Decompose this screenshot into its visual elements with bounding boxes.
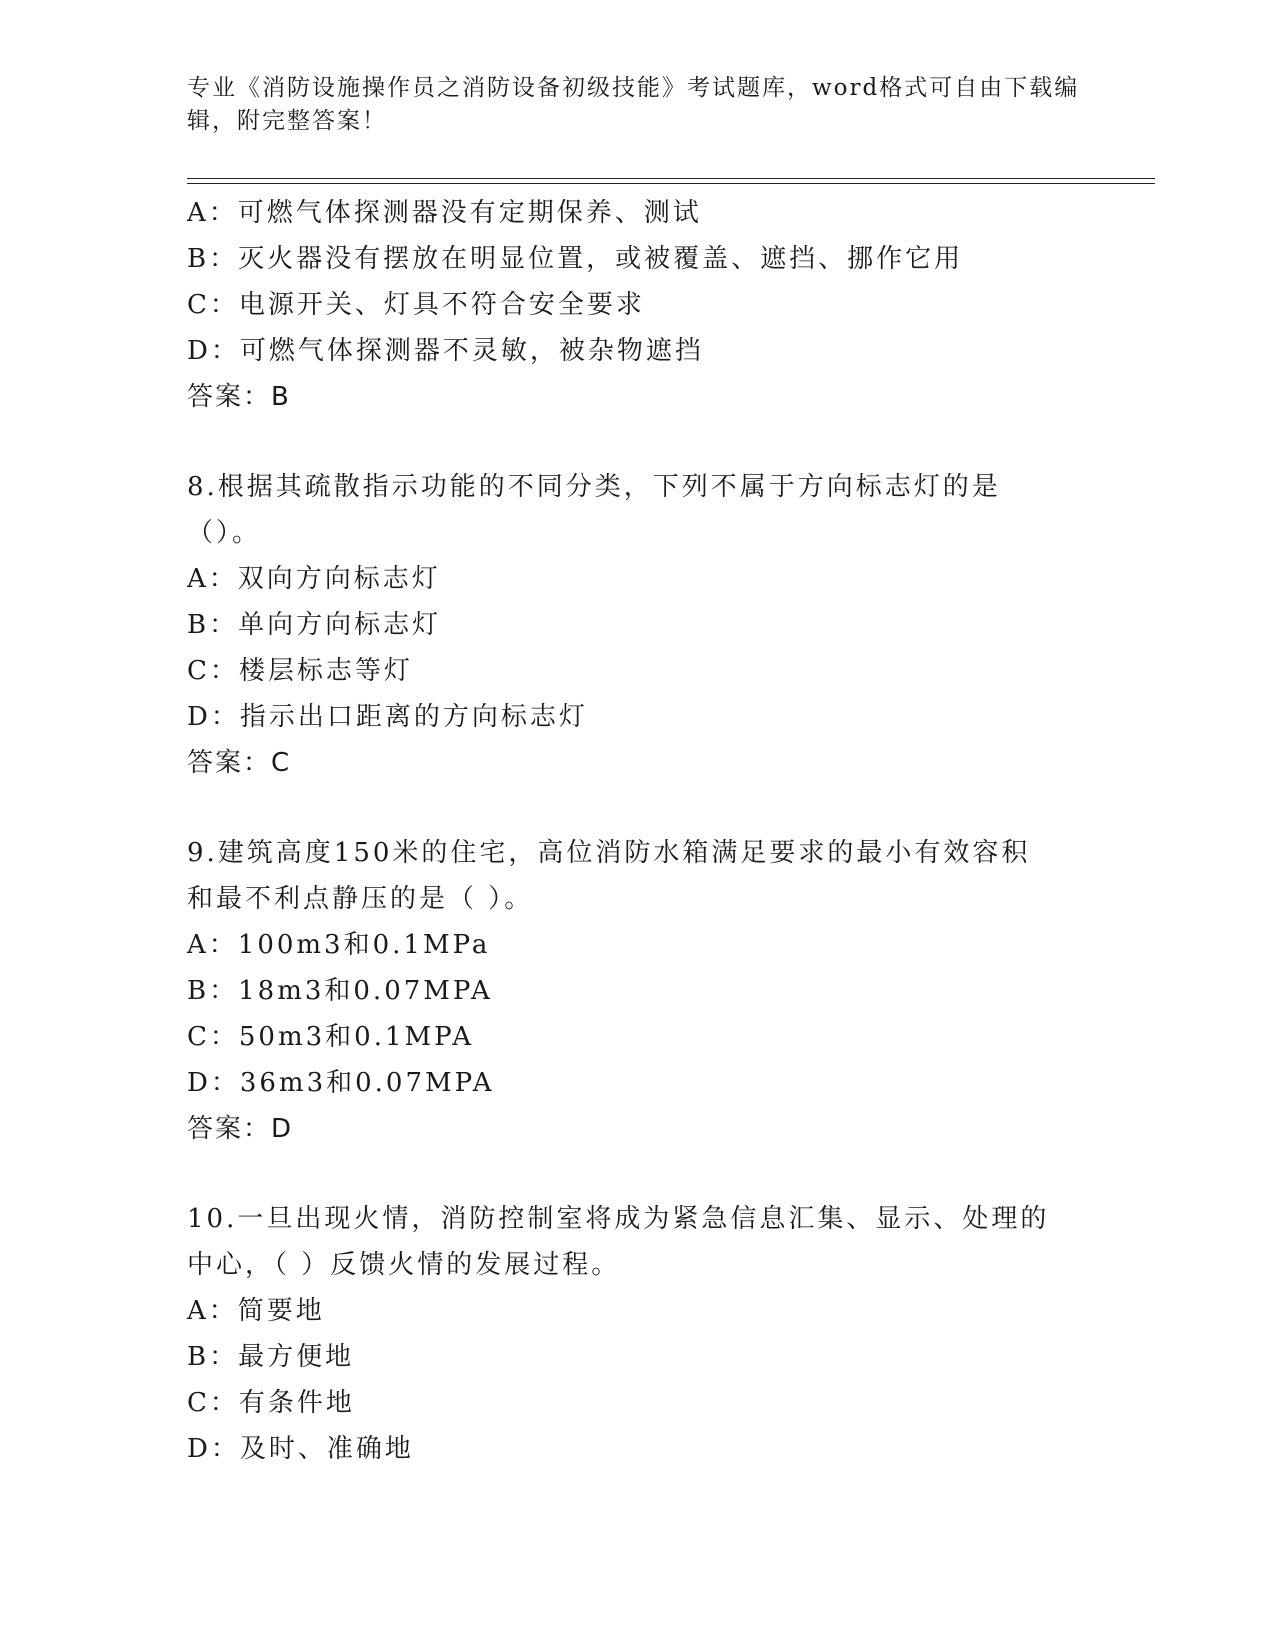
block-spacer xyxy=(187,420,1087,464)
block-spacer xyxy=(187,1152,1087,1196)
option-a: A：可燃气体探测器没有定期保养、测试 xyxy=(187,198,702,228)
option-b: B：单向方向标志灯 xyxy=(187,610,442,640)
option-a: A：100m3和0.1MPa xyxy=(187,930,491,960)
question-block-7 xyxy=(187,190,1087,420)
answer-label: 答案：D xyxy=(187,1114,294,1144)
answer-label: 答案：B xyxy=(187,382,291,412)
option-d: D：可燃气体探测器不灵敏，被杂物遮挡 xyxy=(187,336,704,366)
question-block-8 xyxy=(187,464,1087,786)
option-b: B：最方便地 xyxy=(187,1342,355,1372)
option-a: A：双向方向标志灯 xyxy=(187,564,441,594)
option-c: C：有条件地 xyxy=(187,1388,355,1418)
option-c: C：电源开关、灯具不符合安全要求 xyxy=(187,290,645,320)
question-stem: 9.建筑高度150米的住宅，高位消防水箱满足要求的最小有效容积和最不利点静压的是（ ）。 xyxy=(187,838,1031,914)
question-block-10 xyxy=(187,1196,1087,1472)
document-header: 专业《消防设施操作员之消防设备初级技能》考试题库，word格式可自由下载编辑，附完整答案！ xyxy=(187,75,1080,134)
option-d: D：及时、准确地 xyxy=(187,1434,414,1464)
option-c: C：50m3和0.1MPA xyxy=(187,1022,475,1052)
block-spacer xyxy=(187,786,1087,830)
option-d: D：指示出口距离的方向标志灯 xyxy=(187,702,588,732)
question-list xyxy=(187,190,1087,1472)
option-a: A：简要地 xyxy=(187,1296,325,1326)
option-d: D：36m3和0.07MPA xyxy=(187,1068,495,1098)
option-b: B：灭火器没有摆放在明显位置，或被覆盖、遮挡、挪作它用 xyxy=(187,244,964,274)
question-block-9 xyxy=(187,830,1087,1152)
question-stem: 10.一旦出现火情，消防控制室将成为紧急信息汇集、显示、处理的中心，（ ）反馈火情的发展过程。 xyxy=(187,1204,1050,1280)
option-c: C：楼层标志等灯 xyxy=(187,656,413,686)
question-stem: 8.根据其疏散指示功能的不同分类，下列不属于方向标志灯的是（）。 xyxy=(187,472,1001,548)
option-b: B：18m3和0.07MPA xyxy=(187,976,493,1006)
header-double-rule xyxy=(187,178,1155,184)
answer-label: 答案：C xyxy=(187,748,292,778)
